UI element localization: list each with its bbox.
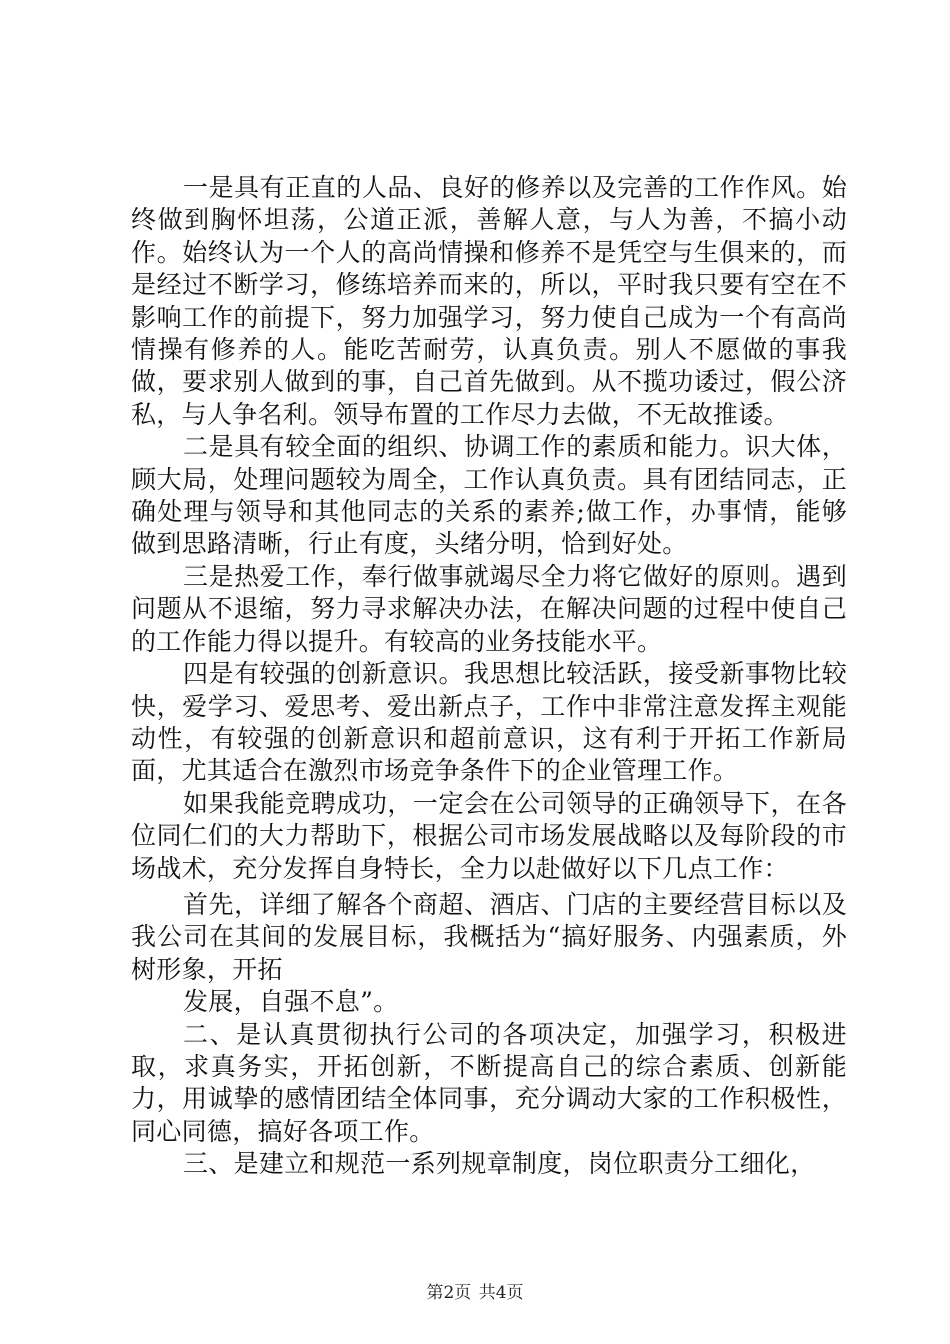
page-footer xyxy=(0,1282,950,1304)
paragraph-first-task-continued: 发展，自强不息”。 xyxy=(183,987,399,1017)
paragraph-quality-four: 四是有较强的创新意识。我思想比较活跃，接受新事物比较快，爱学习、爱思考、爱出新点子，工作中非常注意发挥主观能动性，有较强的创新意识和超前意识，这有利于开拓工作新局面，尤其适合在激烈市场竞争条件下的企业管理工作。 xyxy=(131,659,847,786)
paragraph-first-task: 首先，详细了解各个商超、酒店、门店的主要经营目标以及我公司在其间的发展目标，我概括为“搞好服务、内强素质，外树形象，开拓 xyxy=(131,890,847,984)
page-total: 共4页 xyxy=(478,1283,524,1303)
body-section-two xyxy=(131,889,847,1181)
body-section-one xyxy=(131,172,847,885)
page-number: 第2页 xyxy=(426,1283,472,1303)
paragraph-quality-three: 三是热爱工作，奉行做事就竭尽全力将它做好的原则。遇到问题从不退缩，努力寻求解决办法，在解决问题的过程中使自己的工作能力得以提升。有较高的业务技能水平。 xyxy=(131,561,847,656)
paragraph-quality-two: 二是具有较全面的组织、协调工作的素质和能力。识大体，顾大局，处理问题较为周全，工作认真负责。具有团结同志，正确处理与领导和其他同志的关系的素养;做工作，办事情，能够做到思路清晰，行止有度，头绪分明，恰到好处。 xyxy=(131,432,847,559)
paragraph-quality-one: 一是具有正直的人品、良好的修养以及完善的工作作风。始终做到胸怀坦荡，公道正派，善解人意，与人为善，不搞小动作。始终认为一个人的高尚情操和修养不是凭空与生俱来的，而是经过不断学习，修练培养而来的，所以，平时我只要有空在不影响工作的前提下，努力加强学习，努力使自己成为一个有高尚情操有修养的人。能吃苦耐劳，认真负责。别人不愿做的事我做，要求别人做到的事，自己首先做到。从不揽功诿过，假公济私，与人争名利。领导布置的工作尽力去做，不无故推诿。 xyxy=(131,173,847,429)
paragraph-second-task: 二、是认真贯彻执行公司的各项决定，加强学习，积极进取，求真务实，开拓创新，不断提高自己的综合素质、创新能力，用诚挚的感情团结全体同事，充分调动大家的工作积极性，同心同德，搞好各项工作。 xyxy=(131,1019,847,1146)
paragraph-commitment: 如果我能竞聘成功，一定会在公司领导的正确领导下，在各位同仁们的大力帮助下，根据公司市场发展战略以及每阶段的市场战术，充分发挥自身特长，全力以赴做好以下几点工作： xyxy=(131,788,847,883)
paragraph-third-task: 三、是建立和规范一系列规章制度，岗位职责分工细化， xyxy=(183,1149,816,1179)
